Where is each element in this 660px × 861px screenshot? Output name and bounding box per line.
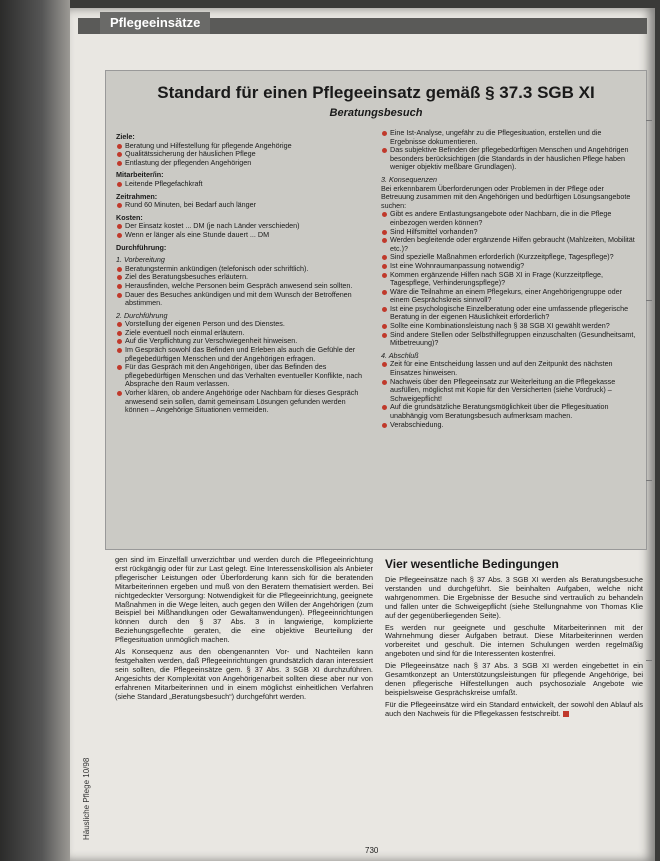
- bullet-item: Nachweis über den Pflegeeinsatz zur Weiterleitung an die Pflegekasse ausfüllen, möglichst mit Kopie für den Versicherten (siehe Vordruck) – Schweigepflicht!: [381, 378, 639, 404]
- bullet-item: Rund 60 Minuten, bei Bedarf auch länger: [116, 201, 371, 210]
- bullet-item: Auf die grundsätzliche Beratungsmöglichkeit über die Pflegesituation unabhängig vom Beratungsbesuch aufmerksam machen.: [381, 403, 639, 420]
- body-paragraph: Es werden nur geeignete und geschulte Mitarbeiterinnen mit der Wahrnehmung dieser Aufgaben betraut. Diese Mitarbeiterinnen werden vorbereitet und geschult. Die internen Schulungen werden regelmäßig angeboten und sind für die Interessenten kostenfrei.: [385, 622, 643, 659]
- bullet-item: Sollte eine Kombinationsleistung nach § 38 SGB XI gewählt werden?: [381, 322, 639, 331]
- bullet-item: Ziel des Beratungsbesuches erläutern.: [116, 273, 371, 282]
- bullet-item: Sind Hilfsmittel vorhanden?: [381, 228, 639, 237]
- bullet-item: Das subjektive Befinden der pflegebedürftigen Menschen und Angehörigen besonders berücksichtigen (die Standards in der häuslichen Pflege haben weniger objektiv meßbare Grundlagen).: [381, 146, 639, 172]
- margin-mark: [646, 120, 652, 121]
- bullet-item: Beratung und Hilfestellung für pflegende Angehörige: [116, 142, 371, 151]
- journal-side-label: Häusliche Pflege 10/98: [82, 757, 91, 840]
- subheading: Durchführung:: [116, 242, 167, 252]
- body-left-column: [115, 556, 373, 705]
- section-header: Pflegeeinsätze: [100, 12, 210, 34]
- subheading: Ziele:: [116, 132, 135, 141]
- box-left-column: [116, 129, 371, 415]
- bullet-item: Verabschiedung.: [381, 421, 639, 430]
- book-gutter: [0, 0, 70, 861]
- section-heading: Vier wesentliche Bedingungen: [385, 557, 559, 571]
- subheading: 1. Vorbereitung: [116, 255, 165, 265]
- bullet-item: Der Einsatz kostet ... DM (je nach Länder verschieden): [116, 222, 371, 231]
- margin-mark: [646, 300, 652, 301]
- bullet-item: Vorher klären, ob andere Angehörige oder Nachbarn für dieses Gespräch anwesend sein sollen, damit gemeinsam Lösungen gefunden werden können – Angehörige Situationen vermeiden.: [116, 389, 371, 415]
- standard-box: [105, 70, 647, 550]
- subheading: Mitarbeiter/in:: [116, 170, 164, 180]
- bullet-item: Beratungstermin ankündigen (telefonisch oder schriftlich).: [116, 265, 371, 274]
- body-paragraph: Die Pflegeeinsätze nach § 37 Abs. 3 SGB XI werden eingebettet in ein Gesamtkonzept an Unterstützungsleistungen für pflegende Angehörige, bei denen pflegerische Hilfestellungen auch psychosoziale Angebote wie beispielsweise Gesprächskreise umfaßt.: [385, 661, 643, 697]
- body-paragraph: Als Konsequenz aus den obengenannten Vor- und Nachteilen kann festgehalten werden, daß Pflegeeinrichtungen grundsätzlich daran interessiert sein sollten, die Pflegeeinsätze gem. § 37 Abs. 3 SGB XI durchzuführen. Angesichts der Komplexität von Angehörigenarbeit sollten diese aber nur von erfahrenen Mitarbeiterinnen und in einem möglichst einheitlichen Verfahren (siehe Standard „Beratungsbesuch“) durchgeführt werden.: [115, 647, 373, 701]
- subheading: 2. Durchführung: [116, 310, 168, 320]
- bullet-item: Ist eine psychologische Einzelberatung oder eine umfassende pflegerische Beratung in der eigenen Häuslichkeit erforderlich?: [381, 305, 639, 322]
- box-subtitle: Beratungsbesuch: [329, 107, 423, 119]
- box-title: Standard für einen Pflegeeinsatz gemäß § 37.3 SGB XI: [157, 83, 595, 102]
- bullet-item: Ist eine Wohnraumanpassung notwendig?: [381, 262, 639, 271]
- bullet-item: Qualitätssicherung der häuslichen Pflege: [116, 150, 371, 159]
- bullet-item: Sind spezielle Maßnahmen erforderlich (Kurzzeitpflege, Tagespflege)?: [381, 253, 639, 262]
- body-paragraph: Für die Pflegeeinsätze wird ein Standard entwickelt, der sowohl den Ablauf als auch den Nachweis für die Pflegekassen festschreibt.: [385, 699, 643, 718]
- bullet-item: Vorstellung der eigenen Person und des Dienstes.: [116, 320, 371, 329]
- page-number: 730: [365, 846, 379, 855]
- bullet-item: Zeit für eine Entscheidung lassen und auf den Zeitpunkt des nächsten Einsatzes hinweisen.: [381, 360, 639, 377]
- bullet-item: Entlastung der pflegenden Angehörigen: [116, 159, 371, 168]
- end-of-article-mark: [563, 711, 569, 717]
- bullet-item: Dauer des Besuches ankündigen und mit dem Wunsch der Betroffenen abstimmen.: [116, 291, 371, 308]
- subheading: Kosten:: [116, 212, 143, 222]
- bullet-item: Für das Gespräch mit den Angehörigen, über das Befinden des pflegebedürftigen Menschen und das Verhalten eventueller Konflikte, nach Absprache den Raum verlassen.: [116, 363, 371, 389]
- paragraph: Bei erkennbarem Überforderungen oder Problemen in der Pflege oder Betreuung zusammen mit den Angehörigen und bedürftigen Lösungsangebote suchen:: [381, 183, 631, 210]
- subheading: Zeitrahmen:: [116, 191, 158, 201]
- subheading: 4. Abschluß: [381, 350, 419, 360]
- bullet-item: Leitende Pflegefachkraft: [116, 180, 371, 189]
- body-paragraph: Die Pflegeeinsätze nach § 37 Abs. 3 SGB XI werden als Beratungsbesuche verstanden und durchgeführt. Sie beinhalten Aufgaben, welche nicht wahrgenommen. Die Ergebnisse der Besuche sind vertraulich zu behandeln und fallen unter die Schweigepflicht (siehe Stellungnahme von Thomas Klie auf der gegenüberliegenden Seite).: [385, 575, 643, 620]
- bullet-item: Wäre die Teilnahme an einem Pflegekurs, einer Angehörigengruppe oder einem Gesprächskreis sinnvoll?: [381, 288, 639, 305]
- bullet-item: Eine Ist-Analyse, ungefähr zu die Pflegesituation, erstellen und die Ergebnisse dokumentieren.: [381, 129, 639, 146]
- bullet-item: Werden begleitende oder ergänzende Hilfen gebraucht (Mahlzeiten, Mobilität etc.)?: [381, 236, 639, 253]
- bullet-item: Auf die Verpflichtung zur Verschwiegenheit hinweisen.: [116, 337, 371, 346]
- bullet-item: Ziele eventuell noch einmal erläutern.: [116, 329, 371, 338]
- margin-mark: [646, 480, 652, 481]
- bullet-item: Sind andere Stellen oder Selbsthilfegruppen einzuschalten (Gesundheitsamt, Mitbetreuung)?: [381, 331, 639, 348]
- bullet-item: Kommen ergänzende Hilfen nach SGB XI in Frage (Kurzzeitpflege, Tagespflege, Verhinderungspflege)?: [381, 271, 639, 288]
- body-right-column: [385, 556, 643, 722]
- bullet-item: Wenn er länger als eine Stunde dauert ... DM: [116, 231, 371, 240]
- bullet-item: Herausfinden, welche Personen beim Gespräch anwesend sein sollten.: [116, 282, 371, 291]
- box-right-column: [381, 129, 639, 429]
- bullet-item: Gibt es andere Entlastungsangebote oder Nachbarn, die in die Pflege einbezogen werden können?: [381, 210, 639, 227]
- subheading: 3. Konsequenzen: [381, 174, 437, 184]
- body-paragraph: gen sind im Einzelfall unverzichtbar und werden durch die Pflegeeinrichtung erst rückgängig oder für zur Last gelegt. Eine Interessenskollision als Anbieter pflegerischer Leistungen oder Überforderung kann sich für die beratenden Mitarbeiterinnen ergeben und muß von den Beratern thematisiert werden. Bei nichtgedeckter Versorgung: Notwendigkeit für die Pflegeeinrichtung, geeignete Maßnahmen in die Wege leiten, auch gegen den Willen der Angehörigen (zum Beispiel bei Mißhandlungen oder Gewaltanwendungen). Pflegeeinrichtungen können durch den § 37 Abs. 3 in langwierige, komplizierte Beziehungsgeflechte geraten, die eine objektive Beurteilung der Pflegesituation unmöglich machen.: [115, 555, 373, 645]
- margin-mark: [646, 660, 652, 661]
- bullet-item: Im Gespräch sowohl das Befinden und Erleben als auch die Gefühle der pflegebedürftigen Menschen und der Angehörigen erfragen.: [116, 346, 371, 363]
